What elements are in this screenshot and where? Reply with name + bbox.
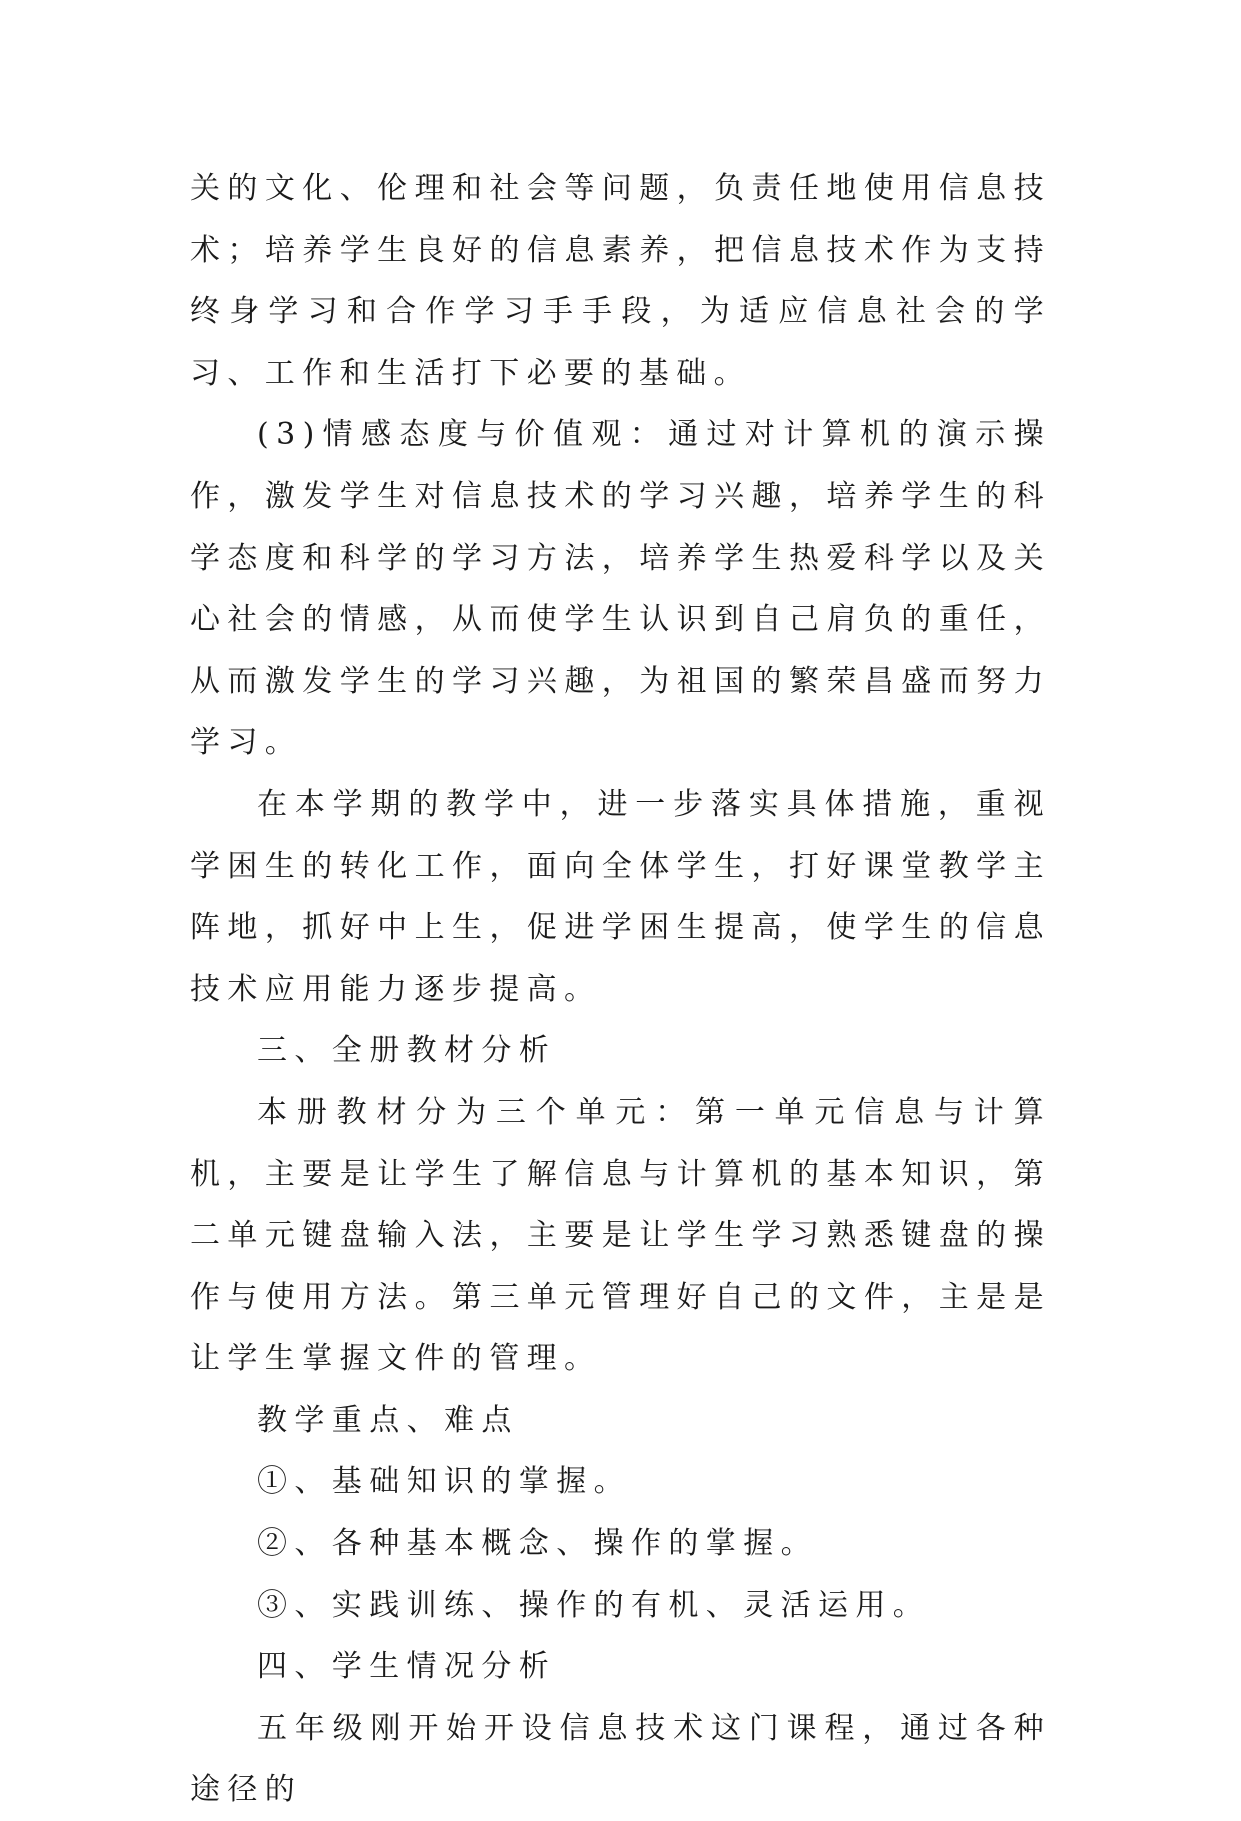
paragraph-textbook-units: 本册教材分为三个单元：第一单元信息与计算机，主要是让学生了解信息与计算机的基本知识，第二单元键盘输入法，主要是让学生学习熟悉键盘的操作与使用方法。第三单元管理好自己的文件，主是是让学生掌握文件的管理。 (190, 1094, 1051, 1377)
section-heading-textbook-analysis: 三、全册教材分析 (257, 1033, 557, 1069)
list-item-3: ③、实践训练、操作的有机、灵活运用。 (257, 1587, 931, 1623)
section-heading-student-analysis: 四、学生情况分析 (257, 1649, 557, 1685)
subheading-key-points: 教学重点、难点 (257, 1402, 519, 1438)
paragraph-continuation: 关的文化、伦理和社会等问题，负责任地使用信息技术；培养学生良好的信息素养，把信息技术作为支持终身学习和合作学习手手段，为适应信息社会的学习、工作和生活打下必要的基础。 (190, 171, 1051, 391)
paragraph-affective-goals: (3)情感态度与价值观：通过对计算机的演示操作，激发学生对信息技术的学习兴趣，培养学生的科学态度和科学的学习方法，培养学生热爱科学以及关心社会的情感，从而使学生认识到自己肩负的重任，从而激发学生的学习兴趣，为祖国的繁荣昌盛而努力学习。 (190, 417, 1051, 761)
body-text (190, 158, 1051, 1821)
list-item-1: ①、基础知识的掌握。 (257, 1464, 631, 1500)
paragraph-student-situation: 五年级刚开始开设信息技术这门课程，通过各种途径的 (190, 1710, 1051, 1808)
paragraph-teaching-measures: 在本学期的教学中，进一步落实具体措施，重视学困生的转化工作，面向全体学生，打好课堂教学主阵地，抓好中上生，促进学困生提高，使学生的信息技术应用能力逐步提高。 (190, 786, 1051, 1007)
list-item-2: ②、各种基本概念、操作的掌握。 (257, 1526, 818, 1562)
